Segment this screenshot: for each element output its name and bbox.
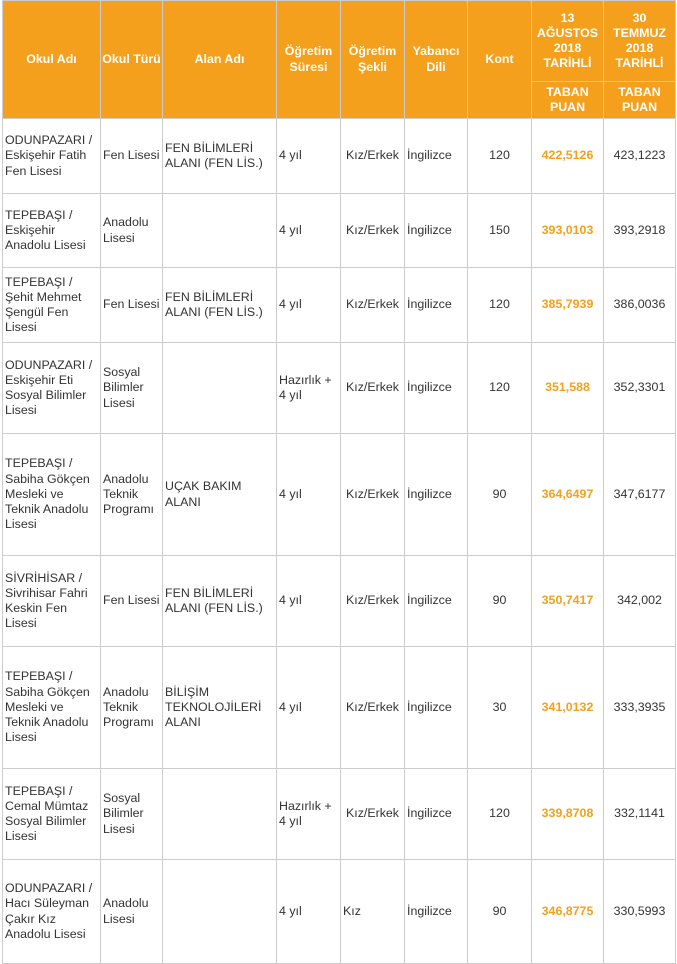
cell-alan-adi <box>163 194 277 268</box>
cell-taban-puan-aug: 351,588 <box>532 343 604 434</box>
cell-okul-adi: ODUNPAZARI / Hacı Süleyman Çakır Kız Anadolu Lisesi <box>3 860 101 964</box>
cell-ogretim-suresi: 4 yıl <box>277 556 341 647</box>
cell-taban-puan-jul: 393,2918 <box>604 194 676 268</box>
cell-okul-turu: Anadolu Teknik Programı <box>101 647 163 769</box>
cell-kont: 90 <box>468 434 532 556</box>
cell-taban-puan-jul: 352,3301 <box>604 343 676 434</box>
table-row <box>3 860 676 964</box>
cell-okul-turu: Fen Lisesi <box>101 556 163 647</box>
cell-okul-adi: TEPEBAŞI / Şehit Mehmet Şengül Fen Lisesi <box>3 268 101 343</box>
cell-ogretim-sekli: Kız/Erkek <box>341 119 405 194</box>
cell-yabanci-dili: İngilizce <box>405 860 468 964</box>
score-table <box>2 0 676 964</box>
cell-alan-adi: FEN BİLİMLERİ ALANI (FEN LİS.) <box>163 556 277 647</box>
header-taban-puan-aug: TABAN PUAN <box>532 82 604 119</box>
cell-taban-puan-jul: 333,3935 <box>604 647 676 769</box>
cell-taban-puan-aug: 350,7417 <box>532 556 604 647</box>
cell-taban-puan-aug: 341,0132 <box>532 647 604 769</box>
cell-taban-puan-jul: 330,5993 <box>604 860 676 964</box>
table-row <box>3 434 676 556</box>
cell-ogretim-suresi: 4 yıl <box>277 194 341 268</box>
cell-yabanci-dili: İngilizce <box>405 434 468 556</box>
cell-alan-adi: FEN BİLİMLERİ ALANI (FEN LİS.) <box>163 119 277 194</box>
header-date-aug: 13 AĞUSTOS 2018 TARİHLİ <box>532 1 604 82</box>
cell-kont: 90 <box>468 556 532 647</box>
cell-kont: 120 <box>468 119 532 194</box>
cell-kont: 120 <box>468 343 532 434</box>
cell-ogretim-suresi: 4 yıl <box>277 434 341 556</box>
cell-yabanci-dili: İngilizce <box>405 647 468 769</box>
cell-alan-adi: UÇAK BAKIM ALANI <box>163 434 277 556</box>
cell-okul-adi: TEPEBAŞI / Cemal Mümtaz Sosyal Bilimler Lisesi <box>3 769 101 860</box>
table-row <box>3 119 676 194</box>
header-kont: Kont <box>468 1 532 119</box>
cell-okul-turu: Fen Lisesi <box>101 268 163 343</box>
header-date-jul: 30 TEMMUZ 2018 TARİHLİ <box>604 1 676 82</box>
table-row <box>3 194 676 268</box>
cell-taban-puan-jul: 332,1141 <box>604 769 676 860</box>
cell-ogretim-sekli: Kız/Erkek <box>341 268 405 343</box>
cell-kont: 150 <box>468 194 532 268</box>
cell-taban-puan-jul: 423,1223 <box>604 119 676 194</box>
cell-ogretim-suresi: Hazırlık + 4 yıl <box>277 343 341 434</box>
cell-okul-turu: Sosyal Bilimler Lisesi <box>101 769 163 860</box>
cell-ogretim-sekli: Kız/Erkek <box>341 343 405 434</box>
header-alan-adi: Alan Adı <box>163 1 277 119</box>
cell-alan-adi <box>163 343 277 434</box>
cell-taban-puan-aug: 339,8708 <box>532 769 604 860</box>
cell-ogretim-sekli: Kız/Erkek <box>341 194 405 268</box>
table-row <box>3 769 676 860</box>
cell-yabanci-dili: İngilizce <box>405 194 468 268</box>
table-row <box>3 268 676 343</box>
cell-kont: 30 <box>468 647 532 769</box>
cell-okul-turu: Anadolu Lisesi <box>101 194 163 268</box>
header-taban-puan-jul: TABAN PUAN <box>604 82 676 119</box>
cell-alan-adi: BİLİŞİM TEKNOLOJİLERİ ALANI <box>163 647 277 769</box>
cell-okul-turu: Sosyal Bilimler Lisesi <box>101 343 163 434</box>
cell-alan-adi <box>163 769 277 860</box>
cell-kont: 120 <box>468 268 532 343</box>
cell-taban-puan-aug: 422,5126 <box>532 119 604 194</box>
cell-ogretim-suresi: Hazırlık + 4 yıl <box>277 769 341 860</box>
cell-yabanci-dili: İngilizce <box>405 343 468 434</box>
cell-kont: 90 <box>468 860 532 964</box>
cell-ogretim-sekli: Kız <box>341 860 405 964</box>
cell-ogretim-suresi: 4 yıl <box>277 268 341 343</box>
cell-okul-adi: TEPEBAŞI / Sabiha Gökçen Mesleki ve Teknik Anadolu Lisesi <box>3 434 101 556</box>
cell-ogretim-sekli: Kız/Erkek <box>341 769 405 860</box>
table-row <box>3 647 676 769</box>
header-ogretim-sekli: Öğretim Şekli <box>341 1 405 119</box>
cell-okul-adi: TEPEBAŞI / Eskişehir Anadolu Lisesi <box>3 194 101 268</box>
cell-ogretim-sekli: Kız/Erkek <box>341 647 405 769</box>
header-okul-adi: Okul Adı <box>3 1 101 119</box>
cell-taban-puan-aug: 346,8775 <box>532 860 604 964</box>
table-row <box>3 556 676 647</box>
cell-taban-puan-jul: 342,002 <box>604 556 676 647</box>
cell-ogretim-sekli: Kız/Erkek <box>341 434 405 556</box>
cell-taban-puan-aug: 364,6497 <box>532 434 604 556</box>
header-okul-turu: Okul Türü <box>101 1 163 119</box>
cell-okul-adi: ODUNPAZARI / Eskişehir Eti Sosyal Bilimler Lisesi <box>3 343 101 434</box>
cell-yabanci-dili: İngilizce <box>405 556 468 647</box>
cell-alan-adi: FEN BİLİMLERİ ALANI (FEN LİS.) <box>163 268 277 343</box>
header-row <box>3 1 676 82</box>
header-ogretim-suresi: Öğretim Süresi <box>277 1 341 119</box>
cell-kont: 120 <box>468 769 532 860</box>
cell-okul-turu: Anadolu Lisesi <box>101 860 163 964</box>
cell-okul-turu: Fen Lisesi <box>101 119 163 194</box>
cell-taban-puan-jul: 386,0036 <box>604 268 676 343</box>
cell-okul-turu: Anadolu Teknik Programı <box>101 434 163 556</box>
cell-taban-puan-aug: 385,7939 <box>532 268 604 343</box>
cell-yabanci-dili: İngilizce <box>405 119 468 194</box>
cell-yabanci-dili: İngilizce <box>405 268 468 343</box>
cell-taban-puan-jul: 347,6177 <box>604 434 676 556</box>
cell-ogretim-suresi: 4 yıl <box>277 860 341 964</box>
cell-ogretim-sekli: Kız/Erkek <box>341 556 405 647</box>
cell-taban-puan-aug: 393,0103 <box>532 194 604 268</box>
cell-alan-adi <box>163 860 277 964</box>
cell-okul-adi: SİVRİHİSAR / Sivrihisar Fahri Keskin Fen Lisesi <box>3 556 101 647</box>
cell-ogretim-suresi: 4 yıl <box>277 647 341 769</box>
table-row <box>3 343 676 434</box>
cell-yabanci-dili: İngilizce <box>405 769 468 860</box>
cell-okul-adi: ODUNPAZARI / Eskişehir Fatih Fen Lisesi <box>3 119 101 194</box>
cell-ogretim-suresi: 4 yıl <box>277 119 341 194</box>
cell-okul-adi: TEPEBAŞI / Sabiha Gökçen Mesleki ve Teknik Anadolu Lisesi <box>3 647 101 769</box>
header-yabanci-dili: Yabancı Dili <box>405 1 468 119</box>
